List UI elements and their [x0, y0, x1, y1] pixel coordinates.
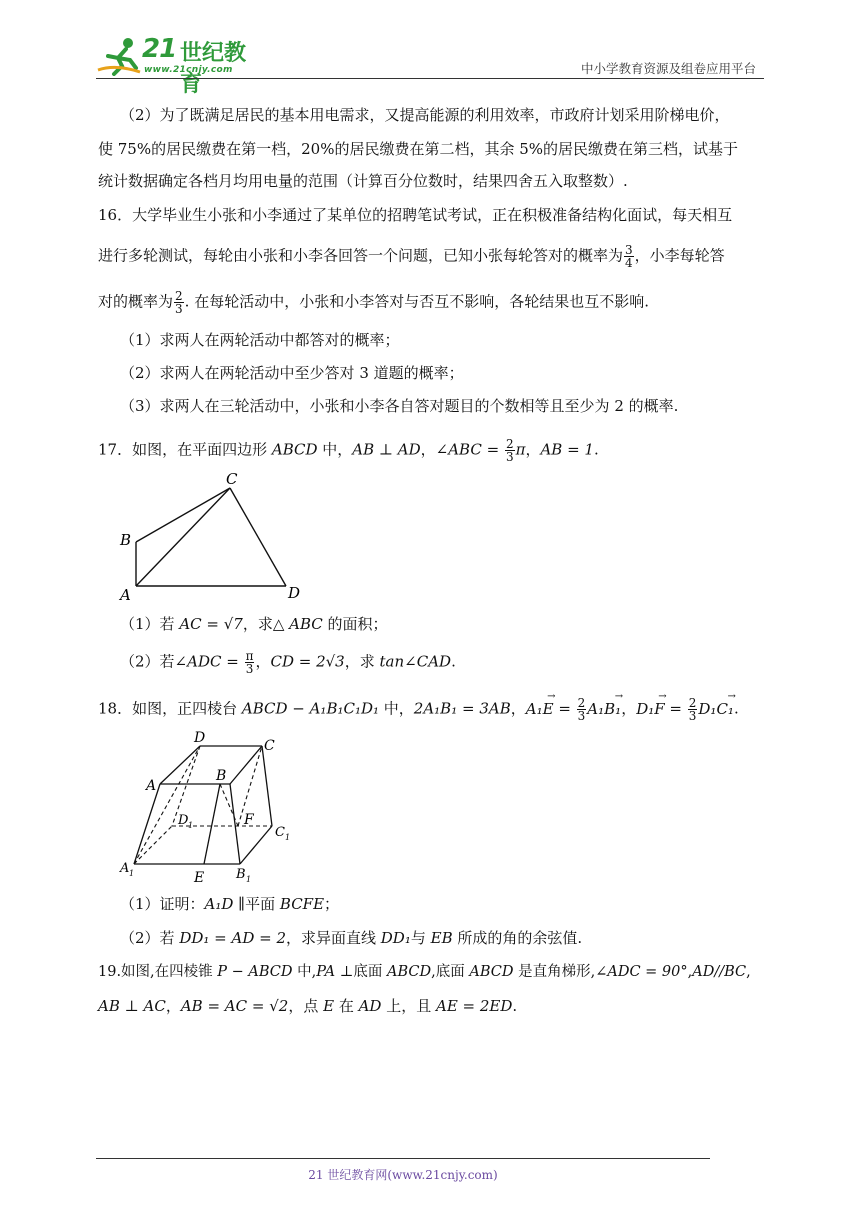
- q18-sub-2: （2）若 DD₁ = AD = 2，求异面直线 DD₁与 EB 所成的角的余弦值.: [120, 929, 583, 947]
- fraction: $\frac{\pi}{3}$: [245, 649, 254, 676]
- label-f: F: [244, 812, 254, 828]
- label-c1-sub: 1: [285, 833, 291, 842]
- label-b: B: [216, 768, 227, 784]
- label-d: D: [194, 730, 206, 746]
- q16-sub-2: （2）求两人在两轮活动中至少答对 3 道题的概率；: [120, 364, 464, 382]
- runner-logo-icon: [96, 36, 142, 76]
- label-e: E: [194, 870, 205, 886]
- logo-url: www.21cnjy.com: [144, 65, 233, 75]
- fraction: $\frac{2}{3}$: [577, 696, 586, 723]
- q17-line-1: 17．如图，在平面四边形 ABCD 中，AB ⊥ AD，∠ABC = $\frac{2}{3}$ π，AB = 1.: [98, 437, 599, 464]
- q16-line-1: 16．大学毕业生小张和小李通过了某单位的招聘笔试考试，正在积极准备结构化面试，每天相互: [98, 206, 733, 224]
- label-d: D: [288, 584, 301, 602]
- label-a1-sub: 1: [129, 869, 135, 878]
- q15-line-1: （2）为了既满足居民的基本用电需求，又提高能源的利用效率，市政府计划采用阶梯电价，: [120, 106, 730, 124]
- label-a1: A: [120, 861, 130, 876]
- label-c: C: [264, 738, 275, 754]
- q18-line-1: 18．如图，正四棱台 ABCD − A₁B₁C₁D₁ 中，2A₁B₁ = 3AB，A₁E → = $\frac{2}{3}$ A₁B₁ →，D₁F → = $\frac{2}{3}$ D₁C₁ →.: [98, 697, 739, 722]
- q16-line-2: 进行多轮测试，每轮由小张和小李各回答一个问题，已知小张每轮答对的概率为 $\frac{3}{4}$ ，小李每轮答: [98, 243, 725, 270]
- fraction: $\frac{3}{4}$: [625, 243, 633, 270]
- label-b1: B: [236, 867, 246, 882]
- frustum-figure: [112, 728, 312, 888]
- label-d1: D: [178, 813, 189, 828]
- fraction: $\frac{2}{3}$: [175, 289, 183, 316]
- q19-line-2: AB ⊥ AC，AB = AC = √2，点 E 在 AD 上，且 AE = 2ED.: [98, 997, 518, 1015]
- q17-sub-1: （1）若 AC = √7，求△ ABC 的面积；: [120, 615, 388, 633]
- label-b: B: [120, 531, 132, 549]
- q19-line-1: 19.如图,在四棱锥 P − ABCD 中,PA ⊥底面 ABCD,底面 ABCD 是直角梯形,∠ADC = 90°,AD//BC,: [98, 964, 751, 980]
- label-c1: C: [275, 825, 285, 840]
- label-d1-sub: 1: [188, 821, 194, 830]
- footer-text: 21 世纪教育网(www.21cnjy.com): [308, 1168, 498, 1182]
- site-logo: [96, 34, 266, 97]
- footer-divider: [96, 1158, 710, 1159]
- logo-title: 世纪教育: [180, 41, 247, 97]
- logo-number: 21: [142, 34, 177, 64]
- label-a: A: [146, 778, 157, 794]
- q16-sub-3: （3）求两人在三轮活动中，小张和小李各自答对题目的个数相等且至少为 2 的概率.: [120, 397, 679, 415]
- fraction: $\frac{2}{3}$: [688, 696, 697, 723]
- q15-line-3: 统计数据确定各档月均用电量的范围（计算百分位数时，结果四舍五入取整数）.: [98, 172, 628, 190]
- q17-sub-2: （2）若∠ADC = $\frac{\pi}{3}$ ，CD = 2√3，求 tan∠CAD.: [120, 649, 456, 676]
- header-divider: [96, 78, 764, 79]
- q18-sub-1: （1）证明：A₁D ∥平面 BCFE；: [120, 895, 340, 913]
- fraction: $\frac{2}{3}$: [505, 437, 514, 464]
- platform-title: 中小学教育资源及组卷应用平台: [580, 61, 756, 76]
- label-a: A: [120, 586, 131, 604]
- q16-sub-1: （1）求两人在两轮活动中都答对的概率；: [120, 331, 400, 349]
- label-b1-sub: 1: [246, 875, 252, 884]
- q15-line-2: 使 75%的居民缴费在第一档，20%的居民缴费在第二档，其余 5%的居民缴费在第三档，试基于: [98, 140, 739, 158]
- quadrilateral-figure: [110, 468, 310, 608]
- q16-line-3: 对的概率为 $\frac{2}{3}$ . 在每轮活动中，小张和小李答对与否互不影响，各轮结果也互不影响.: [98, 289, 649, 316]
- label-c: C: [226, 470, 238, 488]
